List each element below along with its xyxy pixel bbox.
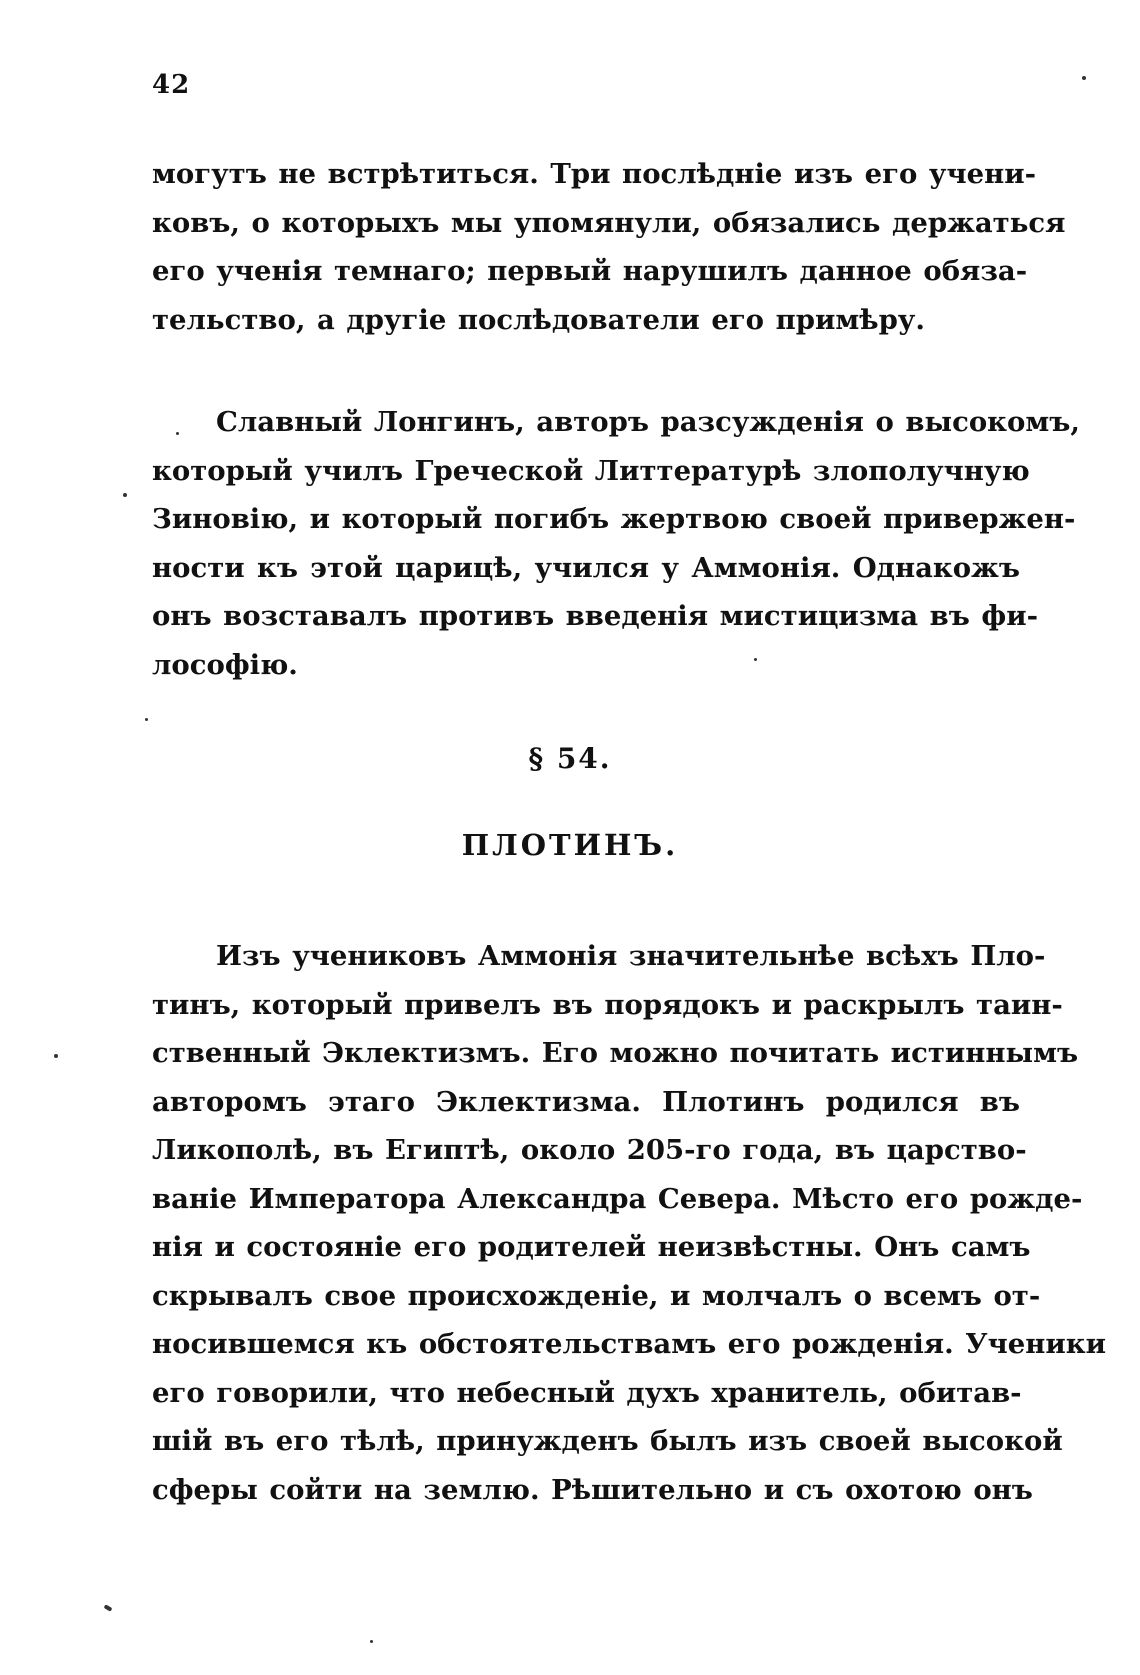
scan-speck — [123, 493, 127, 497]
text-line: Славный Лонгинъ, авторъ разсужденія о высокомъ, — [216, 406, 1080, 438]
text-line: его говорили, что небесный духъ хранитель, обитав- — [152, 1376, 1022, 1409]
text-line: Изъ учениковъ Аммонія значительнѣе всѣхъ Пло- — [216, 940, 1046, 972]
text-line: тельство, а другіе послѣдователи его примѣру. — [152, 303, 925, 336]
text-line: сферы сойти на землю. Рѣшительно и съ охотою онъ — [152, 1473, 1033, 1506]
text-line: нія и состояніе его родителей неизвѣстны. Онъ самъ — [152, 1231, 1031, 1263]
text-line: авторомъ этаго Эклектизма. Плотинъ родился въ — [152, 1085, 1020, 1118]
text-line: ственный Эклектизмъ. Его можно почитать истиннымъ — [152, 1037, 1079, 1069]
text-line: который училъ Греческой Литтературѣ злополучную — [152, 454, 1030, 487]
text-line: онъ возставалъ противъ введенія мистицизма въ фи- — [152, 600, 1039, 632]
paragraph-continuation — [152, 150, 1066, 344]
scan-speck — [176, 432, 179, 435]
scan-speck — [145, 718, 148, 721]
text-line: Зиновію, и который погибъ жертвою своей привержен- — [152, 503, 1076, 535]
text-line: его ученія темнаго; первый нарушилъ данное обяза- — [152, 255, 1028, 287]
text-line: ваніе Императора Александра Севера. Мѣсто его рожде- — [152, 1182, 1083, 1215]
scan-speck — [104, 1604, 113, 1611]
paragraph-plotinus — [152, 932, 1106, 1514]
text-line: ности къ этой царицѣ, учился у Аммонія. Однакожъ — [152, 551, 1020, 584]
scan-speck — [754, 658, 757, 661]
paragraph-longinus — [152, 398, 1080, 689]
text-line: носившемся къ обстоятельствамъ его рожденія. Ученики — [152, 1328, 1106, 1360]
text-line: могутъ не встрѣтиться. Три послѣдніе изъ его учени- — [152, 158, 1037, 190]
text-line: шій въ его тѣлѣ, принужденъ былъ изъ своей высокой — [152, 1425, 1063, 1457]
scan-speck — [54, 1054, 58, 1058]
text-line: скрывалъ свое происхожденіе, и молчалъ о всемъ от- — [152, 1279, 1041, 1312]
scan-speck — [370, 1640, 373, 1643]
section-number: § 54. — [528, 742, 612, 775]
text-line: лософію. — [152, 648, 298, 681]
scan-speck — [1082, 76, 1086, 80]
section-title: ПЛОТИНЪ. — [461, 828, 679, 862]
text-line: ковъ, о которыхъ мы упомянули, обязались держаться — [152, 206, 1066, 239]
page-number: 42 — [152, 70, 191, 100]
text-line: Ликополѣ, въ Египтѣ, около 205-го года, въ царство- — [152, 1134, 1027, 1166]
text-line: тинъ, который привелъ въ порядокъ и раскрылъ таин- — [152, 988, 1063, 1021]
